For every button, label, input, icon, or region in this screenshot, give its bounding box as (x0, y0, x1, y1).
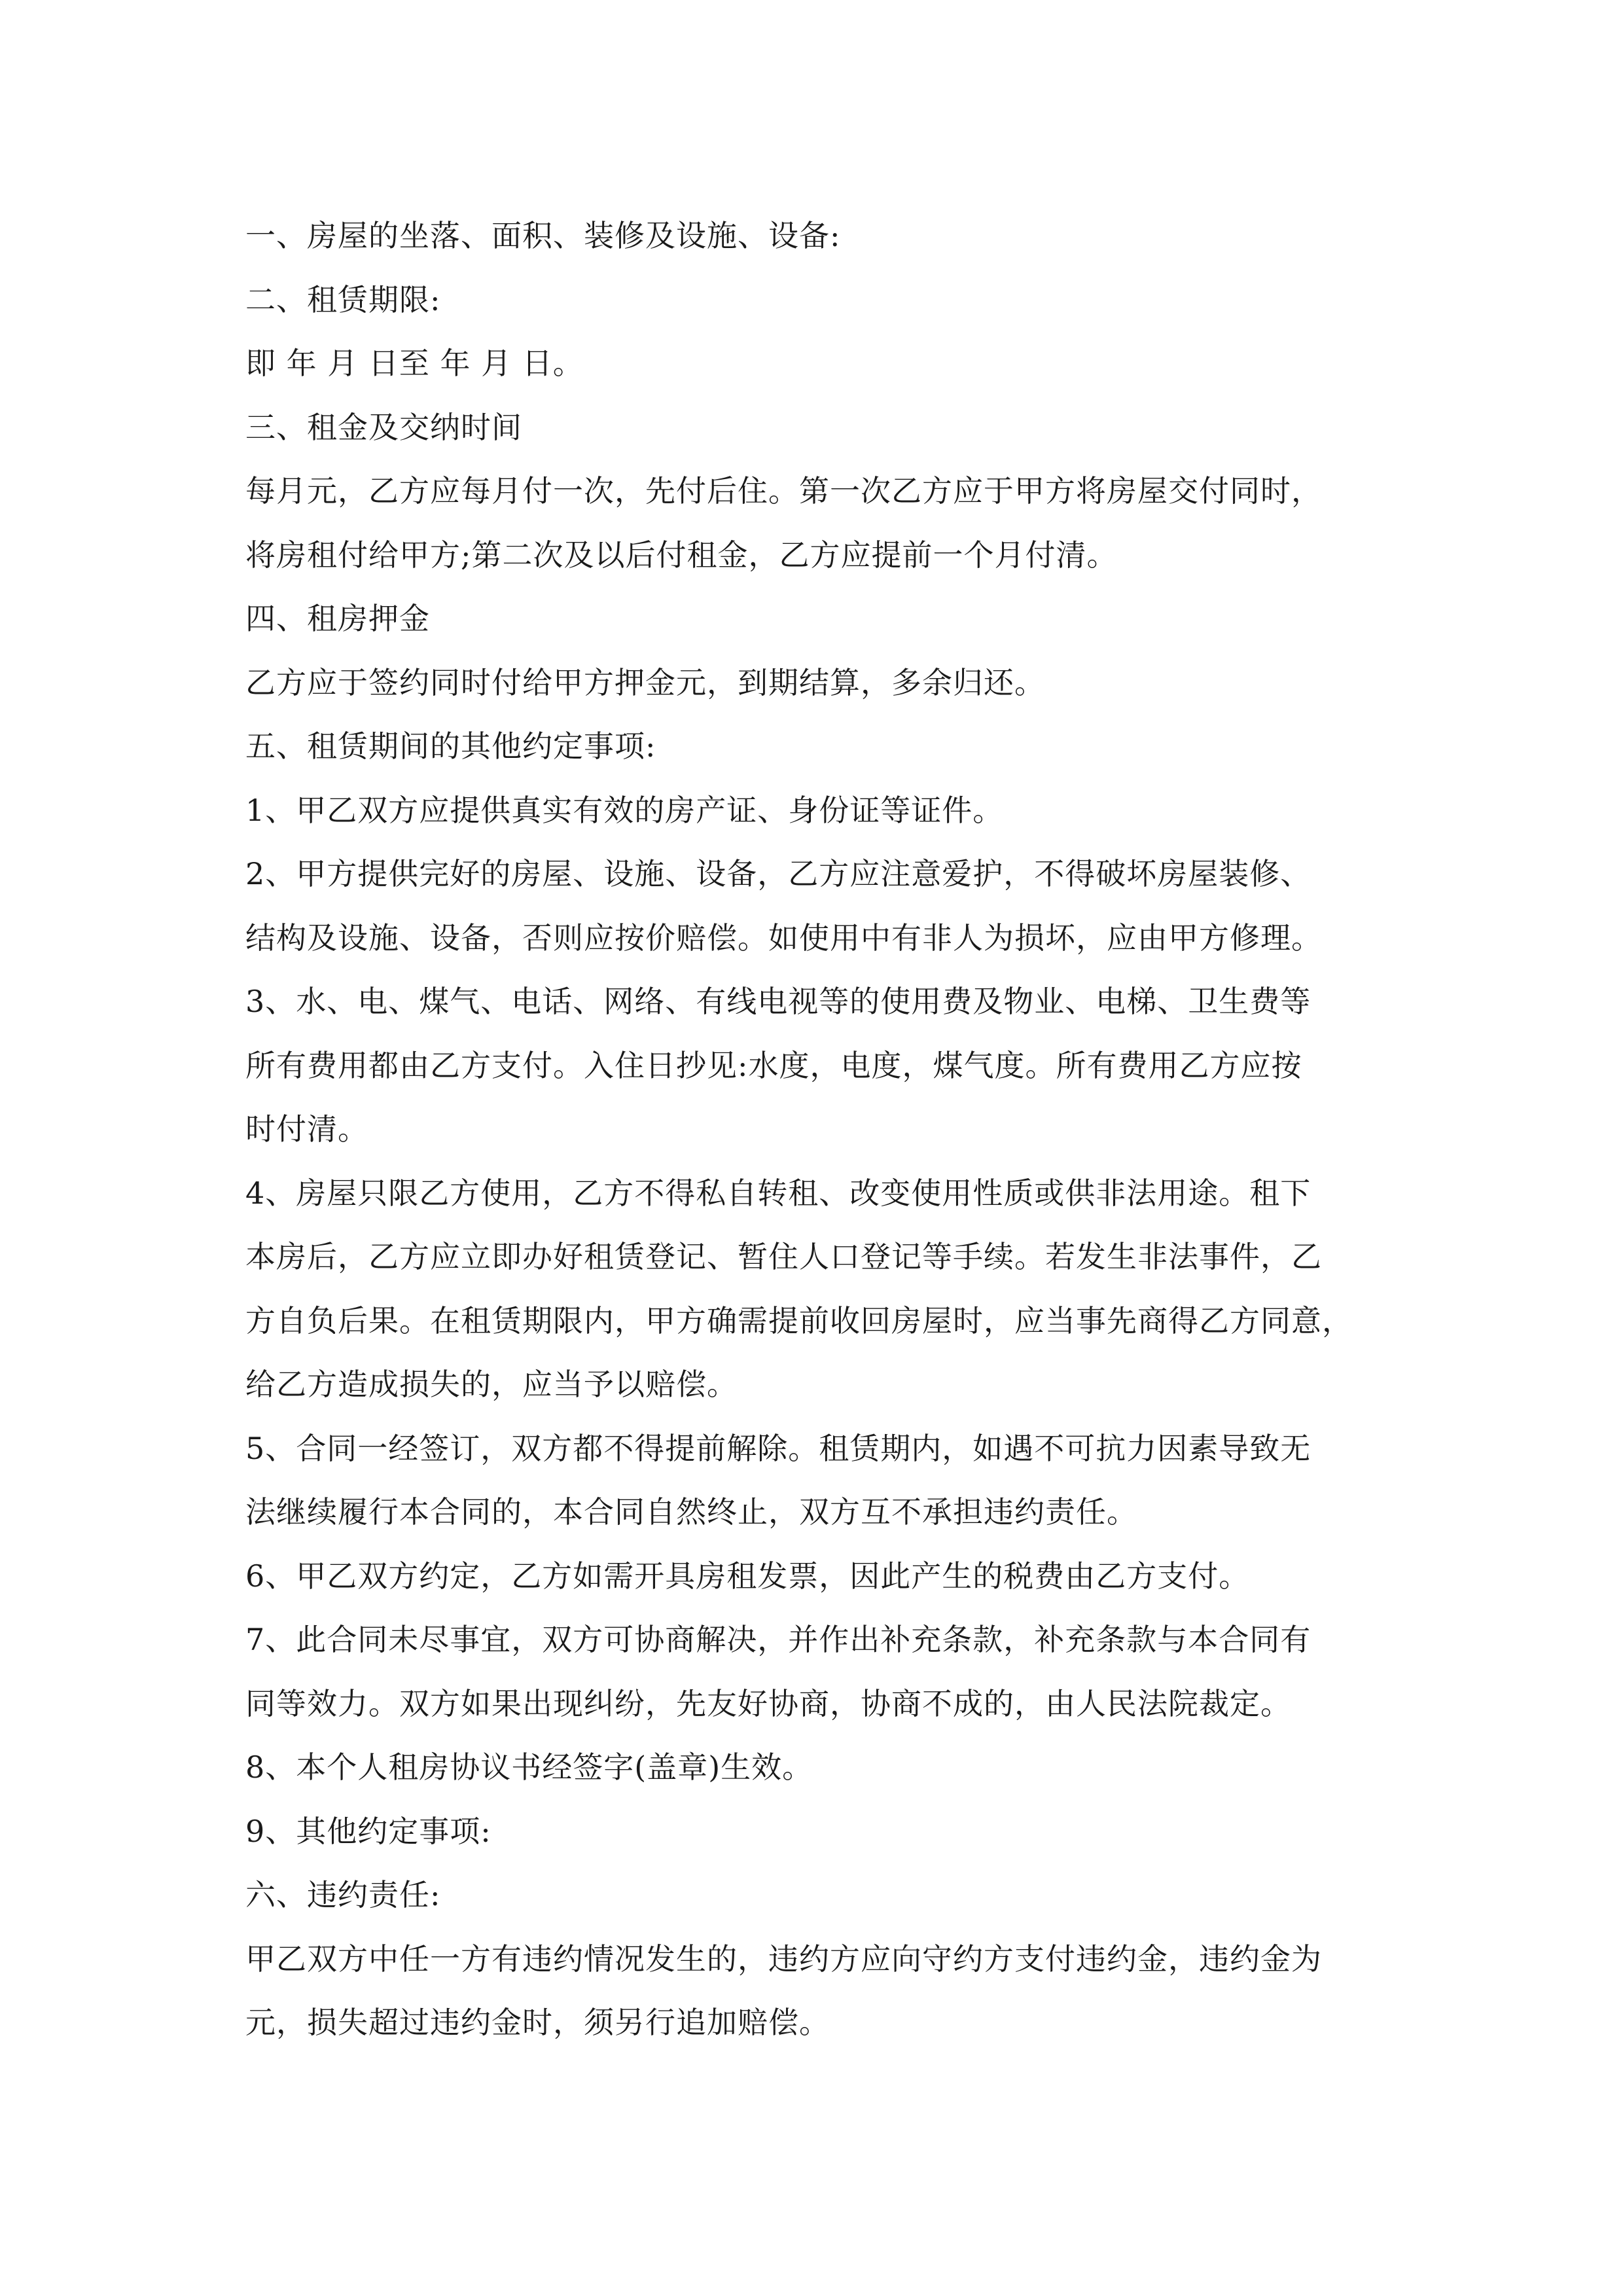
clause-line: 同等效力。双方如果出现纠纷，先友好协商，协商不成的，由人民法院裁定。 (245, 1685, 1291, 1721)
clause-line: 给乙方造成损失的，应当予以赔偿。 (245, 1367, 738, 1402)
clause-line: 方自负后果。在租赁期限内，甲方确需提前收回房屋时，应当事先商得乙方同意， (245, 1302, 1353, 1338)
clause-line: 6、甲乙双方约定，乙方如需开具房租发票，因此产生的税费由乙方支付。 (245, 1558, 1250, 1594)
paragraph-line: 乙方应于签约同时付给甲方押金元，到期结算，多余归还。 (245, 664, 1045, 700)
paragraph-line: 元，损失超过违约金时，须另行追加赔偿。 (245, 2005, 830, 2040)
section-heading-breach: 六、违约责任: (245, 1877, 441, 1912)
section-heading-rent: 三、租金及交纳时间 (245, 409, 522, 445)
paragraph-line: 甲乙双方中任一方有违约情况发生的，违约方应向守约方支付违约金，违约金为 (245, 1941, 1322, 1977)
clause-line: 1、甲乙双方应提供真实有效的房产证、身份证等证件。 (245, 792, 1004, 828)
clause-line: 2、甲方提供完好的房屋、设施、设备，乙方应注意爱护，不得破坏房屋装修、 (245, 856, 1311, 891)
document-body (245, 204, 1384, 2055)
lease-term-dates: 即 年 月 日至 年 月 日。 (245, 346, 584, 381)
section-heading-deposit: 四、租房押金 (245, 601, 430, 636)
clause-line: 4、房屋只限乙方使用，乙方不得私自转租、改变使用性质或供非法用途。租下 (245, 1175, 1311, 1211)
clause-line: 法继续履行本合同的，本合同自然终止，双方互不承担违约责任。 (245, 1494, 1137, 1530)
clause-line: 结构及设施、设备，否则应按价赔偿。如使用中有非人为损坏，应由甲方修理。 (245, 920, 1322, 956)
clause-line: 9、其他约定事项: (245, 1813, 491, 1849)
clause-line: 5、合同一经签订，双方都不得提前解除。租赁期内，如遇不可抗力因素导致无 (245, 1430, 1311, 1466)
paragraph-line: 将房租付给甲方;第二次及以后付租金，乙方应提前一个月付清。 (245, 537, 1118, 573)
section-heading-other-terms: 五、租赁期间的其他约定事项: (245, 728, 656, 764)
clause-line: 时付清。 (245, 1111, 368, 1147)
clause-line: 所有费用都由乙方支付。入住日抄见:水度，电度，煤气度。所有费用乙方应按 (245, 1047, 1302, 1083)
section-heading-location: 一、房屋的坐落、面积、装修及设施、设备: (245, 218, 841, 253)
clause-line: 本房后，乙方应立即办好租赁登记、暂住人口登记等手续。若发生非法事件，乙 (245, 1239, 1322, 1274)
clause-line: 3、水、电、煤气、电话、网络、有线电视等的使用费及物业、电梯、卫生费等 (245, 984, 1311, 1019)
paragraph-line: 每月元，乙方应每月付一次，先付后住。第一次乙方应于甲方将房屋交付同时， (245, 473, 1322, 509)
clause-line: 8、本个人租房协议书经签字(盖章)生效。 (245, 1749, 813, 1785)
clause-line: 7、此合同未尽事宜，双方可协商解决，并作出补充条款，补充条款与本合同有 (245, 1622, 1311, 1657)
section-heading-lease-term: 二、租赁期限: (245, 281, 441, 317)
